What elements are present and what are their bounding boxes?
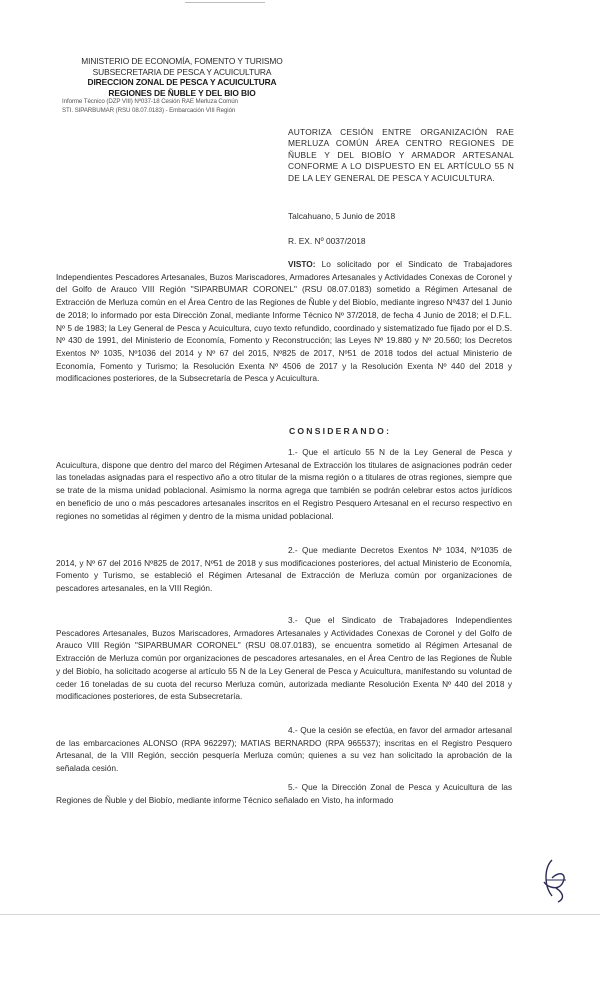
considerando-1: 1.- Que el artículo 55 N de la Ley General de Pesca y Acuicultura, dispone que dentro del marco del Régimen Artesanal de Extracción los titulares de asignaciones podrán ceder las toneladas asignadas para el respectivo año a otro titular de la misma región o a titulares de otras regiones, siempre que se trate de la misma unidad poblacional. Asimismo la norma agrega que también se podrán celebrar estos actos jurídicos en beneficio de uno o más pescadores artesanales inscritos en el Registro Pesquero Artesanal en el recurso respectivo en regiones no sometidas al régimen y dentro de la misma unidad poblacional. xyxy=(56,447,512,521)
place-date: Talcahuano, 5 Junio de 2018 xyxy=(288,211,396,221)
scan-mark xyxy=(185,2,265,3)
considerando-5: 5.- Que la Dirección Zonal de Pesca y Acuicultura de las Regiones de Ñuble y del Biobío, mediante informe Técnico señalado en Visto, ha informado xyxy=(56,782,512,805)
reference-line-2: STI. SIPARBUMAR (RSU 08.07.0183) - Embarcación VIII Región xyxy=(62,106,236,114)
direccion-zonal-line: DIRECCION ZONAL DE PESCA Y ACUICULTURA xyxy=(87,77,277,88)
reference-line-1: Informe Técnico (DZP VIII) Nº037-18 Cesión RAE Merluza Común xyxy=(62,98,238,106)
regiones-line: REGIONES DE ÑUBLE Y DEL BIO BIO xyxy=(108,87,256,98)
resolution-number: R. EX. Nº 0037/2018 xyxy=(288,236,366,246)
resolution-summary: AUTORIZA CESIÓN ENTRE ORGANIZACIÓN RAE MERLUZA COMÚN ÁREA CENTRO REGIONES DE ÑUBLE Y DEL BIOBÍO Y ARMADOR ARTESANAL CONFORME A LO DISPUESTO EN EL ARTÍCULO 55 N DE LA LEY GENERAL DE PESCA Y ACUICULTURA. xyxy=(288,127,514,183)
considerando-heading: CONSIDERANDO: xyxy=(289,426,392,436)
considerando-4: 4.- Que la cesión se efectúa, en favor del armador artesanal de las embarcaciones ALONSO (RPA 962297); MATIAS BERNARDO (RPA 965537); inscritas en el Registro Pesquero Artesanal, de la VIII Región, sección pesquería Merluza común; quienes a su vez han solicitado la aprobación de la señalada cesión. xyxy=(56,725,512,774)
letterhead xyxy=(62,56,302,116)
visto-paragraph xyxy=(56,258,512,385)
considerando-2: 2.- Que mediante Decretos Exentos Nº 1034, Nº1035 de 2014, y Nº 67 del 2016 Nº825 de 2017, Nº51 de 2018 y sus modificaciones posteriores, del actual Ministerio de Economía, Fomento y Turismo, se estableció el Régimen Artesanal de Extracción de Merluza común por organizaciones de pescadores artesanales, en la VIII Región. xyxy=(56,545,512,594)
page-edge-line xyxy=(0,914,600,915)
considerando-3: 3.- Que el Sindicato de Trabajadores Independientes Pescadores Artesanales, Buzos Mariscadores, Armadores Artesanales y Actividades Conexas de Coronel y del Golfo de Arauco VIII Región "SIPARBUMAR CORONEL" (RSU 08.07.0183), se encuentra sometido al Régimen Artesanal de Extracción de Merluza común por organizaciones de pescadores artesanales, en el Área Centro de las Regiones de Ñuble y del Biobío, ha solicitado acogerse al artículo 55 N de la Ley General de Pesca y Acuicultura, manifestando su voluntad de ceder 16 toneladas de su cuota del recurso Merluza común, autorizada mediante Resolución Exenta Nº 440 del 2018 y modificaciones posteriores, de esta Subsecretaría. xyxy=(56,615,512,702)
subsecretaria-line: SUBSECRETARIA DE PESCA Y ACUICULTURA xyxy=(92,66,272,77)
signature-initials xyxy=(538,858,572,904)
visto-text: Lo solicitado por el Sindicato de Trabajadores Independientes Pescadores Artesanales, Buzos Mariscadores, Armadores Artesanales y Actividades Conexas de Coronel y del Golfo de Arauco VIII Región "SIPARBUMAR CORONEL" (RSU 08.07.0183) sometido a Régimen Artesanal de Extracción de Merluza común en el Área Centro de las Regiones de Ñuble y del Biobío, mediante ingreso Nº437 del 1 Junio de 2018; lo informado por esta Dirección Zonal, mediante Informe Técnico Nº 37/2018, de fecha 4 Junio de 2018; el D.F.L. Nº 5 de 1983; la Ley General de Pesca y Acuicultura, cuyo texto refundido, coordinado y sistematizado fue fijado por el D.S. Nº 430 de 1991, del Ministerio de Economía, Fomento y Reconstrucción; las Leyes Nº 19.880 y Nº 20.560; los Decretos Exentos Nº 1035, Nº1036 del 2014 y Nº 67 del 2015, Nº825 de 2017, Nº51 de 2018 todos del actual Ministerio de Economía, Fomento y Turismo; la Resolución Exenta Nº 4506 de 2017 y la Resolución Exenta Nº 440 del 2018 y modificaciones posteriores, de la Subsecretaría de Pesca y Acuicultura. xyxy=(56,259,512,384)
visto-label: VISTO: xyxy=(288,259,316,269)
ministry-line: MINISTERIO DE ECONOMÍA, FOMENTO Y TURISMO xyxy=(81,56,283,66)
